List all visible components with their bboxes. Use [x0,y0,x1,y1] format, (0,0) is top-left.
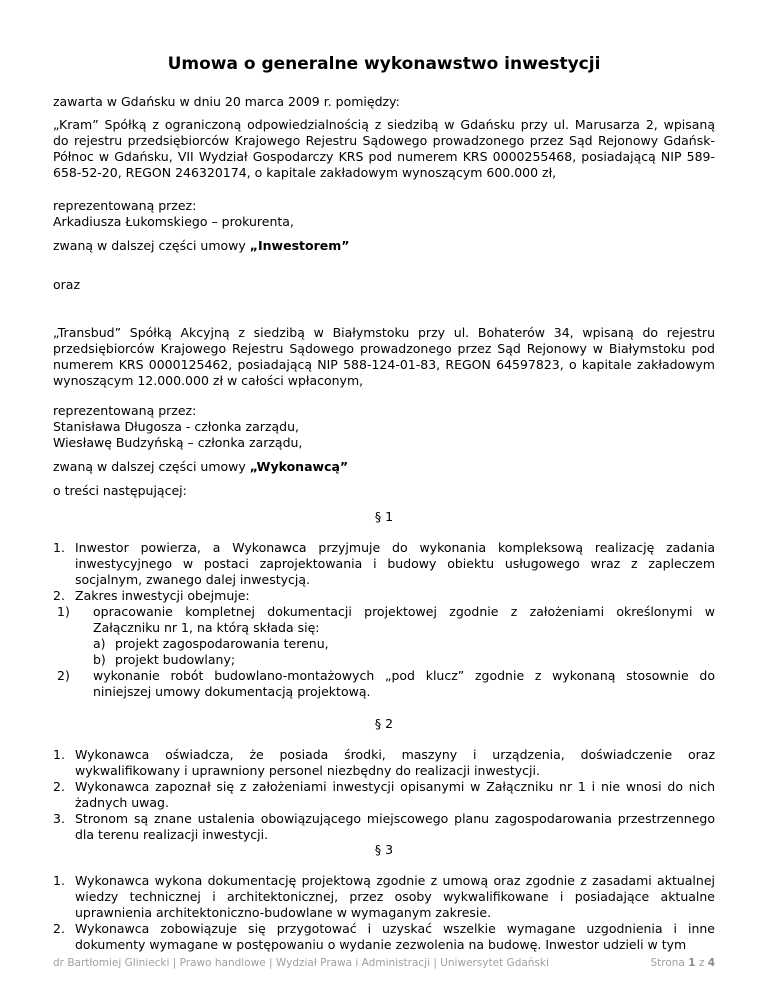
list-item [53,779,715,811]
party1-line: Północ w Gdańsku, VII Wydział Gospodarczy KRS pod numerem KRS 0000255468, posiadającą NIP 589- [53,149,715,164]
intro-text: zawarta w Gdańsku w dniu 20 marca 2009 r. pomiędzy: [53,94,400,109]
section-heading-3: § 3 [374,842,394,857]
list-item-text: Zakres inwestycji obejmuje: [75,588,250,603]
party1-line: 658-52-20, REGON 246320174, o kapitale zakładowym wynoszącym 600.000 zł, [53,165,557,180]
sub-list-number: 2) [57,668,70,683]
party1-rep-label: reprezentowaną przez: [53,198,197,213]
list-item-text: Wykonawca zobowiązuje się przygotować i uzyskać wszelkie wymagane uzgodnienia i inne dokumenty wymagane w postępowaniu o wydanie zezwolenia na budowę. Inwestor udzieli w tym [75,921,715,952]
letter-item [93,652,715,668]
footer-page-total: 4 [707,957,715,969]
party1-line: do rejestru przedsiębiorców Krajowego Rejestru Sądowego prowadzonego przez Sąd Rejonowy Gdańsk- [53,133,715,148]
party1-called-prefix: zwaną w dalszej części umowy [53,238,250,253]
list-item-text: Inwestor powierza, a Wykonawca przyjmuje do wykonania kompleksową realizację zadania inwestycyjnego w postaci zaprojektowania i budowy obiektu usługowego wraz z zapleczem socjalnym, zwanego dalej inwestycją. [75,540,715,587]
footer-page-prefix: Strona [650,957,689,969]
list-item [53,811,715,843]
list-item [53,873,715,921]
list-item-text: Wykonawca zapoznał się z założeniami inwestycji opisanymi w Załączniku nr 1 i nie wnosi do nich żadnych uwag. [75,779,715,810]
footer-page-current: 1 [688,957,696,969]
party2-line: numerem KRS 0000125462, posiadającą NIP 588-124-01-83, REGON 64597823, o kapitale zakładowym [53,357,715,372]
list-item-text: Wykonawca oświadcza, że posiada środki, maszyny i urządzenia, doświadczenie oraz wykwalifikowany i uprawniony personel niezbędny do realizacji inwestycji. [75,747,715,778]
party1-called-name: „Inwestorem” [249,238,350,253]
party2-called-name: „Wykonawcą” [249,459,349,474]
letter-list [93,636,715,668]
letter-item [93,636,715,652]
party2-line: wynoszącym 12.000.000 zł w całości wpłaconym, [53,373,364,388]
party2-called-prefix: zwaną w dalszej części umowy [53,459,250,474]
list-item [53,921,715,953]
list-item-number: 1. [53,873,65,888]
section-1-list [53,540,715,700]
footer-page-mid: z [695,957,708,969]
party2-description [53,325,715,389]
party2-line: „Transbud” Spółką Akcyjną z siedzibą w Białymstoku przy ul. Bohaterów 34, wpisaną do rejestru [53,325,715,340]
party2-rep-label: reprezentowaną przez: [53,403,197,418]
content-intro: o treści następującej: [53,483,187,498]
section-3-list [53,873,715,953]
document-title: Umowa o generalne wykonawstwo inwestycji [167,54,601,74]
party1-line: „Kram” Spółką z ograniczoną odpowiedzialnością z siedzibą w Gdańsku przy ul. Marusarza 2, wpisaną [53,117,715,132]
list-item-number: 2. [53,588,65,603]
footer-page-number [650,957,715,969]
letter-text: projekt budowlany; [115,652,236,667]
footer-author: dr Bartłomiej Gliniecki | Prawo handlowe | Wydział Prawa i Administracji | Uniwersytet Gdański [53,957,549,969]
sub-list-number: 1) [57,604,70,619]
list-item-text: Stronom są znane ustalenia obowiązującego miejscowego planu zagospodarowania przestrzennego dla terenu realizacji inwestycji. [75,811,715,842]
list-item-number: 2. [53,779,65,794]
party1-representation [53,198,715,230]
party2-rep: Stanisława Długosza - członka zarządu, [53,419,299,434]
section-heading-2: § 2 [374,716,394,731]
sub-list-item [53,668,715,700]
list-item-number: 1. [53,540,65,555]
list-item-number: 3. [53,811,65,826]
party2-line: przedsiębiorców Krajowego Rejestru Sądowego prowadzonego przez Sąd Rejonowy w Białymstoku pod [53,341,715,356]
list-item-text: Wykonawca wykona dokumentację projektową zgodnie z umową oraz zgodnie z zasadami aktualnej wiedzy technicznej i architektonicznej, przez osoby wykwalifikowane i posiadające aktualne uprawnienia architektoniczno-budowlane w wymaganym zakresie. [75,873,715,920]
section-2-list [53,747,715,843]
party1-called [53,238,715,254]
party2-representation [53,403,715,451]
list-item-number: 2. [53,921,65,936]
letter-number: a) [93,636,106,651]
list-item [53,747,715,779]
section-heading-1: § 1 [374,509,394,524]
letter-number: b) [93,652,106,667]
section-1-sublist [53,604,715,700]
list-item [53,588,715,700]
list-item-number: 1. [53,747,65,762]
sub-list-text: wykonanie robót budowlano-montażowych „pod klucz” zgodnie z wykonaną stosownie do niniejszej umowy dokumentacją projektową. [93,668,715,699]
sub-list-text: opracowanie kompletnej dokumentacji projektowej zgodnie z założeniami określonymi w Załączniku nr 1, na którą składa się: [93,604,715,635]
letter-text: projekt zagospodarowania terenu, [115,636,329,651]
list-item [53,540,715,588]
party1-rep: Arkadiusza Łukomskiego – prokurenta, [53,214,294,229]
party2-rep: Wiesławę Budzyńską – członka zarządu, [53,435,303,450]
sub-list-item [53,604,715,668]
party2-called [53,459,715,475]
party1-description [53,117,715,181]
oraz-text: oraz [53,277,81,292]
